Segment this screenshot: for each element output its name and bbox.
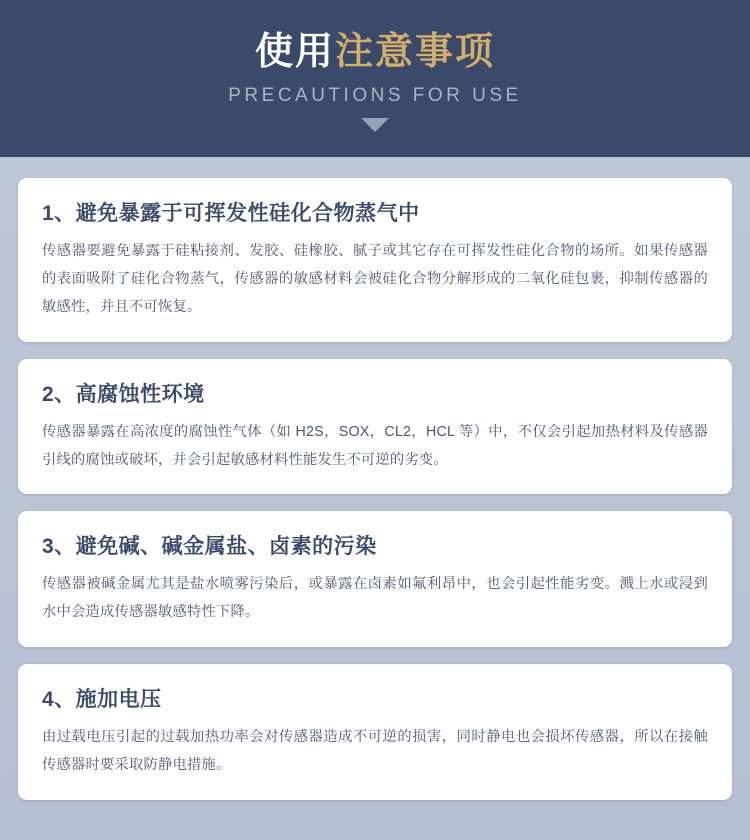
section-title: 2、高腐蚀性环境 [42, 382, 205, 406]
section-body: 由过载电压引起的过载加热功率会对传感器造成不可逆的损害，同时静电也会损坏传感器，所以在接触传感器时要采取防静电措施。 [42, 729, 708, 773]
page-header [0, 0, 750, 157]
page-title [0, 0, 750, 73]
section-card [18, 359, 732, 495]
triangle-down-icon [361, 118, 389, 132]
section-card [18, 178, 732, 342]
section-title: 3、避免碱、碱金属盐、卤素的污染 [42, 535, 377, 559]
page-title-part1: 使用 [254, 31, 335, 73]
section-body: 传感器暴露在高浓度的腐蚀性气体（如 H2S，SOX，CL2，HCL 等）中，不仅会引起加热材料及传感器引线的腐蚀或破坏，并会引起敏感材料性能发生不可逆的劣变。 [42, 423, 708, 468]
page-subtitle: PRECAUTIONS FOR USE [228, 84, 522, 106]
section-card [18, 664, 732, 800]
section-body: 传感器要避免暴露于硅粘接剂、发胶、硅橡胶、腻子或其它存在可挥发性硅化合物的场所。如果传感器的表面吸附了硅化合物蒸气，传感器的敏感材料会被硅化合物分解形成的二氧化硅包裹，抑制传感器的敏感性，并且不可恢复。 [42, 243, 708, 315]
section-title: 1、避免暴露于可挥发性硅化合物蒸气中 [42, 202, 420, 225]
page-title-part2: 注意事项 [335, 31, 496, 73]
sections-list [0, 157, 750, 835]
section-card [18, 511, 732, 647]
section-body: 传感器被碱金属尤其是盐水喷雾污染后，或暴露在卤素如氟利昂中，也会引起性能劣变。溅上水或浸到水中会造成传感器敏感特性下降。 [42, 576, 708, 621]
section-title: 4、施加电压 [42, 688, 162, 712]
